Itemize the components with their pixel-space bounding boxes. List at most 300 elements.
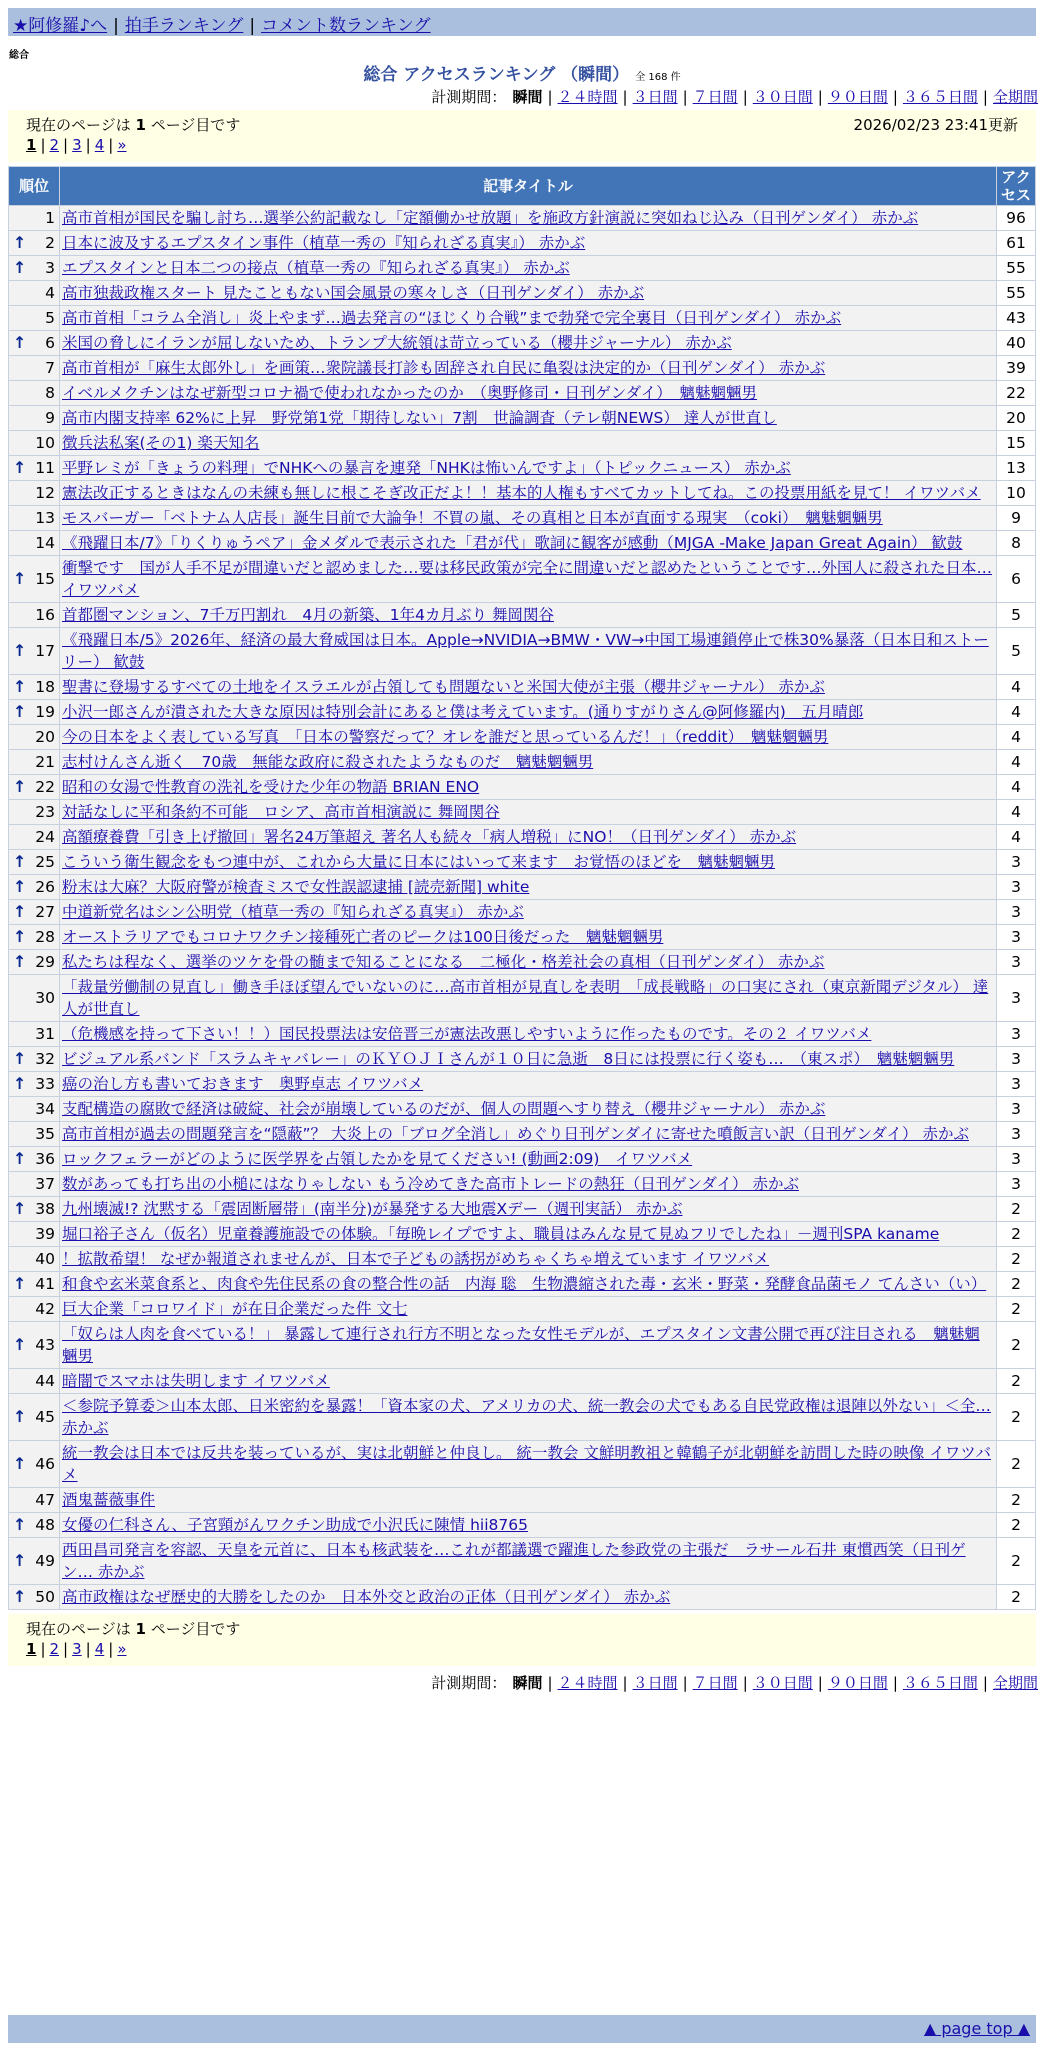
article-link[interactable]: 女優の仁科さん、子宮頸がんワクチン助成で小沢氏に陳情 hii8765: [62, 1516, 528, 1534]
pagination: [26, 1640, 1018, 1658]
access-count: 3: [997, 875, 1036, 900]
access-count: 3: [997, 850, 1036, 875]
period-link[interactable]: ３日間: [632, 1674, 678, 1692]
rank-cell: [9, 875, 60, 900]
table-row: [9, 700, 1036, 725]
table-row: [9, 206, 1036, 231]
title-cell: [60, 281, 997, 306]
title-cell: [60, 825, 997, 850]
next-page-link[interactable]: »: [117, 1640, 127, 1658]
rank-number: 10: [35, 434, 55, 452]
title-cell: [60, 1072, 997, 1097]
title-cell: [60, 306, 997, 331]
pagination-separator: |: [85, 136, 91, 154]
rank-cell: [9, 1222, 60, 1247]
article-link[interactable]: （危機感を持って下さい！！）国民投票法は安倍晋三が憲法改悪しやすいように作ったものです。その２ イワツバメ: [62, 1025, 872, 1043]
next-page-link[interactable]: »: [117, 136, 127, 154]
article-link[interactable]: イベルメクチンはなぜ新型コロナ禍で使われなかったのか （奥野修司・日刊ゲンダイ） 魑魅魍魎男: [62, 384, 758, 402]
period-link[interactable]: ３６５日間: [902, 1674, 978, 1692]
access-count: 22: [997, 381, 1036, 406]
rank-up-arrow-icon: ↑: [13, 852, 27, 871]
rank-cell: [9, 356, 60, 381]
rank-number: 42: [35, 1300, 55, 1318]
table-row: [9, 775, 1036, 800]
article-link[interactable]: 堀口裕子さん（仮名）児童養護施設での体験。「毎晩レイプですよ、職員はみんな見て見ぬフリでしたね」－週刊SPA kaname: [62, 1225, 940, 1243]
article-link[interactable]: 高市首相「コラム全消し」炎上やまず…過去発言の“ほじくり合戦”まで勃発で完全裏目（日刊ゲンダイ） 赤かぶ: [62, 309, 842, 327]
title-cell: [60, 1369, 997, 1394]
header-count: アクセス: [997, 167, 1036, 206]
table-row: [9, 725, 1036, 750]
access-count: 2: [997, 1369, 1036, 1394]
table-row: [9, 1147, 1036, 1172]
article-link[interactable]: 首都圏マンション、7千万円割れ 4月の新築、1年4カ月ぶり 舞岡関谷: [62, 606, 554, 624]
rank-up-arrow-icon: ↑: [13, 458, 27, 477]
access-count: 3: [997, 1172, 1036, 1197]
period-link[interactable]: ７日間: [692, 88, 738, 106]
article-link[interactable]: 統一教会は日本では反共を装っているが、実は北朝鮮と仲良し。 統一教会 文鮮明教祖と韓鶴子が北朝鮮を訪問した時の映像 イワツバメ: [62, 1444, 991, 1484]
access-count: 5: [997, 603, 1036, 628]
access-count: 5: [997, 628, 1036, 675]
rank-cell: [9, 1272, 60, 1297]
rank-cell: [9, 256, 60, 281]
title-cell: [60, 556, 997, 603]
table-row: [9, 381, 1036, 406]
access-count: 20: [997, 406, 1036, 431]
rank-cell: [9, 1122, 60, 1147]
article-link[interactable]: 粉末は大麻？大阪府警が検査ミスで女性誤認逮捕 [読売新聞] white: [62, 878, 530, 896]
table-row: [9, 750, 1036, 775]
rank-number: 29: [35, 953, 55, 971]
title-cell: [60, 750, 997, 775]
title-cell: [60, 481, 997, 506]
rank-number: 45: [35, 1408, 55, 1426]
article-link[interactable]: ロックフェラーがどのように医学界を占領したかを見てください! (動画2:09) イワツバメ: [62, 1150, 693, 1168]
title-cell: [60, 700, 997, 725]
rank-number: 18: [35, 678, 55, 696]
page-status-suffix: ページ目です: [150, 1620, 241, 1638]
table-row: [9, 431, 1036, 456]
rank-number: 48: [35, 1516, 55, 1534]
table-row: [9, 925, 1036, 950]
pagination-separator: |: [63, 136, 69, 154]
rank-number: 20: [35, 728, 55, 746]
period-link[interactable]: 全期間: [992, 88, 1038, 106]
access-count: 4: [997, 750, 1036, 775]
rank-cell: [9, 1394, 60, 1441]
table-row: [9, 1369, 1036, 1394]
article-link[interactable]: 昭和の女湯で性教育の洗礼を受けた少年の物語 BRIAN ENO: [62, 778, 480, 796]
access-count: 3: [997, 925, 1036, 950]
table-row: [9, 1022, 1036, 1047]
page-info-bottom: [8, 1614, 1036, 1666]
rank-cell: [9, 281, 60, 306]
rank-up-arrow-icon: ↑: [13, 641, 27, 660]
article-link[interactable]: 徴兵法私案(その1) 楽天知名: [62, 434, 260, 452]
rank-up-arrow-icon: ↑: [13, 1515, 27, 1534]
article-link[interactable]: 巨大企業「コロワイド」が在日企業だった件 文七: [62, 1300, 408, 1318]
rank-up-arrow-icon: ↑: [13, 702, 27, 721]
access-count: 2: [997, 1322, 1036, 1369]
rank-up-arrow-icon: ↑: [13, 902, 27, 921]
access-count: 55: [997, 281, 1036, 306]
rank-number: 9: [45, 409, 55, 427]
rank-number: 25: [35, 853, 55, 871]
article-link[interactable]: 西田昌司発言を容認、天皇を元首に、日本も核武装を…これが都議選で躍進した参政党の主張だ ラサール石井 東慣西笑（日刊ゲン… 赤かぶ: [62, 1541, 966, 1581]
period-separator: |: [742, 1674, 748, 1692]
page-title-text: 総合 アクセスランキング （瞬間）: [363, 65, 630, 85]
period-separator: |: [982, 1674, 988, 1692]
table-row: [9, 1272, 1036, 1297]
article-link[interactable]: 《飛躍日本/7》「りくりゅうペア」金メダルで表示された「君が代」歌詞に観客が感動（MJGA -Make Japan Great Again） 歓鼓: [62, 534, 963, 552]
access-count: 55: [997, 256, 1036, 281]
access-count: 3: [997, 1047, 1036, 1072]
title-cell: [60, 231, 997, 256]
rank-cell: [9, 1097, 60, 1122]
table-row: [9, 850, 1036, 875]
access-count: 2: [997, 1538, 1036, 1585]
rank-number: 21: [35, 753, 55, 771]
pagination-separator: |: [108, 1640, 114, 1658]
rank-up-arrow-icon: ↑: [13, 677, 27, 696]
article-link[interactable]: 聖書に登場するすべての土地をイスラエルが占領しても問題ないと米国大使が主張（櫻井ジャーナル） 赤かぶ: [62, 678, 825, 696]
table-row: [9, 481, 1036, 506]
rank-number: 5: [45, 309, 55, 327]
title-cell: [60, 1122, 997, 1147]
rank-cell: [9, 850, 60, 875]
title-cell: [60, 1272, 997, 1297]
pagination-separator: |: [40, 1640, 46, 1658]
rank-number: 22: [35, 778, 55, 796]
access-count: 3: [997, 1122, 1036, 1147]
period-link[interactable]: ２４時間: [557, 88, 618, 106]
rank-cell: [9, 1585, 60, 1610]
rank-cell: [9, 900, 60, 925]
footer-bar: [8, 2015, 1036, 2043]
period-separator: |: [817, 1674, 823, 1692]
rank-cell: [9, 1369, 60, 1394]
period-link[interactable]: ７日間: [692, 1674, 738, 1692]
article-link[interactable]: オーストラリアでもコロナワクチン接種死亡者のピークは100日後だった 魑魅魍魎男: [62, 928, 664, 946]
page-link-2[interactable]: 2: [49, 136, 60, 154]
article-link[interactable]: こういう衛生観念をもつ連中が、これから大量に日本にはいって来ます お覚悟のほどを 魑魅魍魎男: [62, 853, 776, 871]
access-count: 3: [997, 900, 1036, 925]
access-count: 2: [997, 1222, 1036, 1247]
article-link[interactable]: 癌の治し方も書いておきます 奥野卓志 イワツバメ: [62, 1075, 424, 1093]
article-link[interactable]: 衝撃です 国が人手不足が間違いだと認めました…要は移民政策が完全に間違いだと認めたということです…外国人に殺された日本… イワツバメ: [62, 559, 993, 599]
period-current: 瞬間: [512, 1674, 543, 1692]
title-cell: [60, 456, 997, 481]
home-link[interactable]: ★阿修羅♪へ: [13, 16, 108, 36]
page-info-top: [8, 110, 1036, 162]
article-link[interactable]: 高市内閣支持率 62%に上昇 野党第1党「期待しない」7割 世論調査（テレ朝NEWS） 達人が世直し: [62, 409, 777, 427]
page-title: [363, 65, 680, 85]
access-count: 2: [997, 1513, 1036, 1538]
access-count: 8: [997, 531, 1036, 556]
article-link[interactable]: 支配構造の腐敗で経済は破綻、社会が崩壊しているのだが、個人の問題へすり替え（櫻井ジャーナル） 赤かぶ: [62, 1100, 826, 1118]
title-cell: [60, 900, 997, 925]
rank-number: 1: [45, 209, 55, 227]
period-separator: |: [817, 88, 823, 106]
table-header-row: [9, 167, 1036, 206]
article-link[interactable]: 平野レミが「きょうの料理」でNHKへの暴言を連発「NHKは怖いんですよ」（トピックニュース） 赤かぶ: [62, 459, 791, 477]
rank-number: 31: [35, 1025, 55, 1043]
title-cell: [60, 1147, 997, 1172]
page-status-number: 1: [135, 116, 146, 134]
title-cell: [60, 950, 997, 975]
rank-cell: [9, 1441, 60, 1488]
article-link[interactable]: 米国の脅しにイランが屈しないため、トランプ大統領は苛立っている（櫻井ジャーナル） 赤かぶ: [62, 334, 732, 352]
table-row: [9, 1322, 1036, 1369]
access-count: 3: [997, 1097, 1036, 1122]
article-link[interactable]: 小沢一郎さんが潰された大きな原因は特別会計にあると僕は考えています。(通りすがりさん@阿修羅内) 五月晴郎: [62, 703, 864, 721]
table-row: [9, 1394, 1036, 1441]
rank-cell: [9, 628, 60, 675]
title-cell: [60, 775, 997, 800]
rank-up-arrow-icon: ↑: [13, 777, 27, 796]
table-row: [9, 1172, 1036, 1197]
access-count: 3: [997, 1072, 1036, 1097]
table-row: [9, 1222, 1036, 1247]
title-cell: [60, 406, 997, 431]
article-link[interactable]: 高市首相が「麻生太郎外し」を画策…衆院議長打診も固辞され自民に亀裂は決定的か（日刊ゲンダイ） 赤かぶ: [62, 359, 826, 377]
rank-number: 8: [45, 384, 55, 402]
rank-cell: [9, 1297, 60, 1322]
rank-number: 3: [45, 259, 55, 277]
rank-cell: [9, 1172, 60, 1197]
pagination: [26, 136, 1018, 154]
title-cell: [60, 603, 997, 628]
title-cell: [60, 1022, 997, 1047]
rank-number: 38: [35, 1200, 55, 1218]
table-row: [9, 556, 1036, 603]
table-row: [9, 900, 1036, 925]
rank-number: 40: [35, 1250, 55, 1268]
article-link[interactable]: ビジュアル系バンド「スラムキャバレー」のＫＹＯＪＩさんが１０日に急逝 8日には投票に行く姿も… （東スポ） 魑魅魍魎男: [62, 1050, 955, 1068]
article-link[interactable]: 「奴らは人肉を食べている！」 暴露して連行され行方不明となった女性モデルが、エプスタイン文書公開で再び注目される 魑魅魍魎男: [62, 1325, 980, 1365]
clap-ranking-link[interactable]: 拍手ランキング: [124, 16, 244, 36]
table-row: [9, 1297, 1036, 1322]
article-link[interactable]: 高額療養費「引き上げ撤回」署名24万筆超え 著名人も続々「病人増税」にNO！（日刊ゲンダイ） 赤かぶ: [62, 828, 797, 846]
rank-number: 14: [35, 534, 55, 552]
rank-cell: [9, 750, 60, 775]
title-cell: [60, 1322, 997, 1369]
article-link[interactable]: 憲法改正するときはなんの未練も無しに根こそぎ改正だよ！！基本的人権もすべてカットしてね。この投票用紙を見て！ イワツバメ: [62, 484, 981, 502]
period-link[interactable]: 全期間: [992, 1674, 1038, 1692]
rank-up-arrow-icon: ↑: [13, 1199, 27, 1218]
article-link[interactable]: モスバーガー「ベトナム人店長」誕生目前で大論争！不買の嵐、その真相と日本が直面する現実 （coki） 魑魅魍魎男: [62, 509, 883, 527]
table-row: [9, 1122, 1036, 1147]
rank-up-arrow-icon: ↑: [13, 927, 27, 946]
page-link-2[interactable]: 2: [49, 1640, 60, 1658]
title-cell: [60, 381, 997, 406]
rank-up-arrow-icon: ↑: [13, 1074, 27, 1093]
title-cell: [60, 506, 997, 531]
rank-number: 44: [35, 1372, 55, 1390]
rank-up-arrow-icon: ↑: [13, 1049, 27, 1068]
pagination-separator: |: [85, 1640, 91, 1658]
title-cell: [60, 1172, 997, 1197]
rank-cell: [9, 556, 60, 603]
period-link[interactable]: ３日間: [632, 88, 678, 106]
article-link[interactable]: 日本に波及するエプスタイン事件（植草一秀の『知られざる真実』） 赤かぶ: [62, 234, 586, 252]
period-link[interactable]: ９０日間: [827, 88, 888, 106]
rank-cell: [9, 231, 60, 256]
article-link[interactable]: 高市首相が国民を騙し討ち…選挙公約記載なし「定額働かせ放題」を施政方針演説に突如ねじ込み（日刊ゲンダイ） 赤かぶ: [62, 209, 919, 227]
rank-number: 28: [35, 928, 55, 946]
rank-cell: [9, 950, 60, 975]
page-link-4[interactable]: 4: [94, 1640, 105, 1658]
rank-up-arrow-icon: ↑: [13, 1454, 27, 1473]
article-link[interactable]: 暗闇でスマホは失明します イワツバメ: [62, 1372, 330, 1390]
rank-cell: [9, 456, 60, 481]
article-link[interactable]: 今の日本をよく表している写真 「日本の警察だって？オレを誰だと思っているんだ！」（reddit） 魑魅魍魎男: [62, 728, 829, 746]
article-link[interactable]: エプスタインと日本二つの接点（植草一秀の『知られざる真実』） 赤かぶ: [62, 259, 570, 277]
title-cell: [60, 1047, 997, 1072]
period-current: 瞬間: [512, 88, 543, 106]
period-link[interactable]: ３６５日間: [902, 88, 978, 106]
period-separator: |: [682, 1674, 688, 1692]
comment-ranking-link[interactable]: コメント数ランキング: [261, 16, 431, 36]
title-cell: [60, 431, 997, 456]
article-link[interactable]: 和食や玄米菜食系と、肉食や先住民系の食の整合性の話 内海 聡 生物濃縮された毒・玄米・野菜・発酵食品菌モノ てんさい（い）: [62, 1275, 987, 1293]
rank-number: 23: [35, 803, 55, 821]
article-link[interactable]: ！拡散希望！ なぜか報道されませんが、日本で子どもの誘拐がめちゃくちゃ増えています イワツバメ: [62, 1250, 770, 1268]
rank-cell: [9, 481, 60, 506]
title-cell: [60, 850, 997, 875]
page-status-prefix: 現在のページは: [26, 1620, 131, 1638]
title-cell: [60, 1488, 997, 1513]
table-row: [9, 231, 1036, 256]
article-link[interactable]: 九州壊滅!? 沈黙する「震固断層帯」(南半分)が暴発する大地震Xデー（週刊実話） 赤かぶ: [62, 1200, 683, 1218]
access-count: 2: [997, 1441, 1036, 1488]
page-top-link[interactable]: ▲ page top ▲: [923, 2019, 1030, 2038]
rank-cell: [9, 1147, 60, 1172]
period-separator: |: [892, 1674, 898, 1692]
title-cell: [60, 531, 997, 556]
access-count: 15: [997, 431, 1036, 456]
rank-cell: [9, 1513, 60, 1538]
total-count: 全 168 件: [635, 72, 681, 83]
rank-number: 27: [35, 903, 55, 921]
rank-number: 34: [35, 1100, 55, 1118]
rank-up-arrow-icon: ↑: [13, 877, 27, 896]
table-row: [9, 1072, 1036, 1097]
article-link[interactable]: 高市独裁政権スタート 見たこともない国会風景の寒々しさ（日刊ゲンダイ） 赤かぶ: [62, 284, 645, 302]
rank-number: 32: [35, 1050, 55, 1068]
rank-number: 13: [35, 509, 55, 527]
access-count: 39: [997, 356, 1036, 381]
article-link[interactable]: ＜参院予算委＞山本太郎、日米密約を暴露！「資本家の犬、アメリカの犬、統一教会の犬でもある自民党政権は退陣以外ない」＜全… 赤かぶ: [62, 1397, 991, 1437]
pagination-separator: |: [40, 136, 46, 154]
access-count: 4: [997, 825, 1036, 850]
rank-up-arrow-icon: ↑: [13, 1587, 27, 1606]
table-row: [9, 1097, 1036, 1122]
access-count: 2: [997, 1394, 1036, 1441]
rank-cell: [9, 431, 60, 456]
period-link[interactable]: ９０日間: [827, 1674, 888, 1692]
title-cell: [60, 1197, 997, 1222]
access-count: 96: [997, 206, 1036, 231]
article-link[interactable]: 私たちは程なく、選挙のツケを骨の髄まで知ることになる 二極化・格差社会の真相（日刊ゲンダイ） 赤かぶ: [62, 953, 825, 971]
rank-up-arrow-icon: ↑: [13, 1335, 27, 1354]
article-link[interactable]: 中道新党名はシン公明党（植草一秀の『知られざる真実』） 赤かぶ: [62, 903, 524, 921]
table-row: [9, 456, 1036, 481]
access-count: 3: [997, 1147, 1036, 1172]
article-link[interactable]: 対話なしに平和条約不可能 ロシア、高市首相演説に 舞岡関谷: [62, 803, 500, 821]
period-link[interactable]: ３０日間: [752, 88, 813, 106]
title-cell: [60, 1097, 997, 1122]
rank-up-arrow-icon: ↑: [13, 333, 27, 352]
rank-number: 46: [35, 1455, 55, 1473]
rank-cell: [9, 506, 60, 531]
page-link-4[interactable]: 4: [94, 136, 105, 154]
rank-up-arrow-icon: ↑: [13, 1407, 27, 1426]
page-link-1: 1: [26, 1640, 37, 1658]
period-separator: |: [622, 1674, 628, 1692]
article-link[interactable]: 《飛躍日本/5》2026年、経済の最大脅威国は日本。Apple→NVIDIA→BMW・VW→中国工場連鎖停止で株30%暴落（日本日和ストーリー） 歓鼓: [62, 631, 989, 671]
title-cell: [60, 1247, 997, 1272]
table-row: [9, 628, 1036, 675]
access-count: 40: [997, 331, 1036, 356]
page-link-3[interactable]: 3: [72, 136, 82, 154]
access-count: 4: [997, 775, 1036, 800]
rank-cell: [9, 975, 60, 1022]
rank-number: 11: [35, 459, 55, 477]
nav-separator: |: [249, 16, 256, 36]
table-row: [9, 1513, 1036, 1538]
article-link[interactable]: 酒鬼薔薇事件: [62, 1491, 156, 1509]
rank-number: 35: [35, 1125, 55, 1143]
access-count: 10: [997, 481, 1036, 506]
access-count: 6: [997, 556, 1036, 603]
period-separator: |: [547, 88, 553, 106]
table-row: [9, 950, 1036, 975]
updated-time: 2026/02/23 23:41更新: [853, 116, 1018, 134]
header-rank: 順位: [9, 167, 60, 206]
table-row: [9, 281, 1036, 306]
table-row: [9, 1197, 1036, 1222]
article-link[interactable]: 数があっても打ち出の小槌にはなりゃしない もう冷めてきた高市トレードの熱狂（日刊ゲンダイ） 赤かぶ: [62, 1175, 799, 1193]
rank-cell: [9, 1488, 60, 1513]
article-link[interactable]: 高市政権はなぜ歴史的大勝をしたのか 日本外交と政治の正体（日刊ゲンダイ） 赤かぶ: [62, 1588, 671, 1606]
period-link[interactable]: ２４時間: [557, 1674, 618, 1692]
article-link[interactable]: 高市首相が過去の問題発言を“隠蔽”？ 大炎上の「ブログ全消し」めぐり日刊ゲンダイに寄せた噴飯言い訳（日刊ゲンダイ） 赤かぶ: [62, 1125, 969, 1143]
rank-cell: [9, 800, 60, 825]
access-count: 4: [997, 675, 1036, 700]
rank-cell: [9, 1072, 60, 1097]
title-cell: [60, 1538, 997, 1585]
article-link[interactable]: 「裁量労働制の見直し」働き手ほぼ望んでいないのに…高市首相が見直しを表明 「成長戦略」の口実にされ（東京新聞デジタル） 達人が世直し: [62, 978, 989, 1018]
title-cell: [60, 800, 997, 825]
rank-cell: [9, 1247, 60, 1272]
period-separator: |: [742, 88, 748, 106]
title-cell: [60, 725, 997, 750]
period-label: 計測期間：: [431, 1674, 507, 1692]
period-selector-top: [431, 86, 1038, 107]
access-count: 2: [997, 1488, 1036, 1513]
table-row: [9, 356, 1036, 381]
rank-number: 39: [35, 1225, 55, 1243]
page-link-3[interactable]: 3: [72, 1640, 82, 1658]
rank-cell: [9, 725, 60, 750]
rank-number: 12: [35, 484, 55, 502]
table-row: [9, 506, 1036, 531]
rank-up-arrow-icon: ↑: [13, 952, 27, 971]
access-count: 3: [997, 975, 1036, 1022]
article-link[interactable]: 志村けんさん逝く 70歳 無能な政府に殺されたようなものだ 魑魅魍魎男: [62, 753, 594, 771]
table-row: [9, 1441, 1036, 1488]
period-link[interactable]: ３０日間: [752, 1674, 813, 1692]
